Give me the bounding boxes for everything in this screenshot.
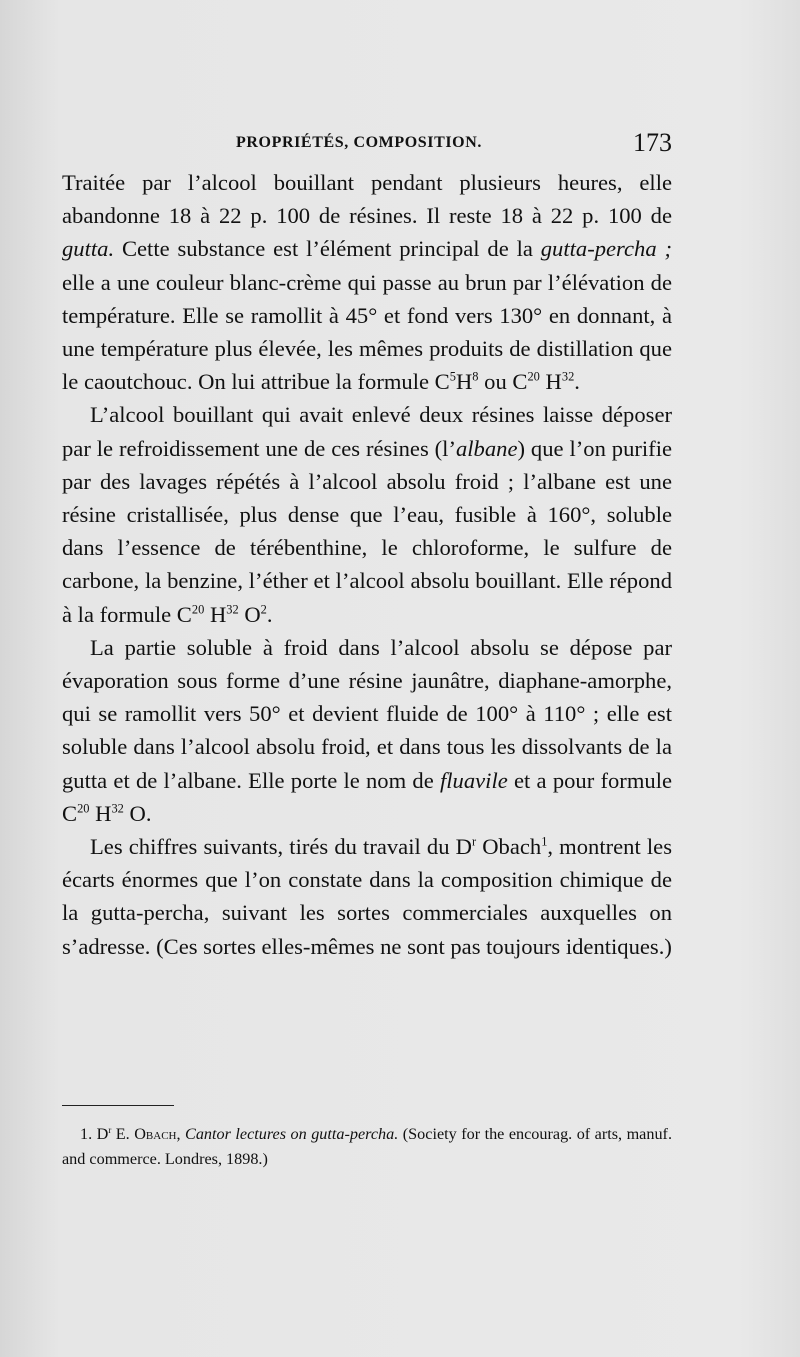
paragraph-4 <box>62 830 672 963</box>
superscript: 20 <box>77 801 90 816</box>
footnote-marker: 1 <box>541 834 548 849</box>
author-name: Obach <box>134 1125 177 1143</box>
text-run: H <box>204 601 227 627</box>
superscript: 8 <box>472 369 479 384</box>
footnote <box>62 1122 672 1172</box>
superscript: 2 <box>260 601 267 616</box>
text-run: , montrent les écarts énormes que l’on constate dans la composition chimique de la gutta-percha, suivant les sortes commerciales auxquelles on s’adresse. (Ces sortes elles-mêmes ne sont pas toujours identiques.) <box>62 834 672 959</box>
text-run: et a pour formule C <box>62 767 672 826</box>
footnote-rule <box>62 1105 174 1106</box>
text-run: H <box>455 369 473 395</box>
paragraph-3 <box>62 631 672 830</box>
footnote-number: 1. <box>80 1125 93 1143</box>
body-text <box>62 166 672 963</box>
superscript: 20 <box>527 369 540 384</box>
italic-term: gutta. <box>62 236 115 262</box>
text-run: La partie soluble à froid dans l’alcool absolu se dépose par évaporation sous forme d’une résine jaunâtre, diaphane-amorphe, qui se ramollit vers 50° et devient fluide de 100° à 110° ; elle est soluble dans l’alcool absolu froid, et dans tous les dissolvants de la gutta et de l’albane. Elle porte le nom de <box>62 634 672 793</box>
paragraph-1 <box>62 166 672 398</box>
superscript: 32 <box>561 369 575 384</box>
text-run: . <box>574 369 580 395</box>
running-head <box>62 128 672 164</box>
text-run: ) que l’on purifie par des lavages répétés à l’alcool absolu froid ; l’albane est une résine cristallisée, plus dense que l’eau, fusible à 160°, soluble dans l’essence de térébenthine, le chloroforme, le sulfure de carbone, la benzine, l’éther et l’alcool absolu bouillant. Elle répond à la formule C <box>62 435 673 627</box>
text-run: Cette substance est l’élément principal de la <box>114 236 541 262</box>
text-run: H <box>539 369 562 395</box>
italic-title: Cantor lectures on gutta-percha. <box>185 1125 399 1143</box>
superscript: 20 <box>191 601 205 616</box>
italic-term: fluavile <box>440 767 508 793</box>
text-run: elle a une couleur blanc-crème qui passe au brun par l’élévation de température. Elle se ramollit à 45° et fond vers 130° en donnant, à une température plus élevée, les mêmes produits de distillation que le caoutchouc. On lui attribue la formule C <box>62 269 672 395</box>
text-run: Obach <box>476 834 542 860</box>
superscript: 32 <box>111 801 124 816</box>
italic-term: gutta-percha ; <box>540 236 672 262</box>
text-run: D <box>92 1125 109 1143</box>
text-run: , <box>176 1125 186 1143</box>
text-run: ou C <box>478 369 528 395</box>
superscript: r <box>108 1124 112 1135</box>
text-run: Les chiffres suivants, tirés du travail du D <box>90 834 472 860</box>
superscript: 5 <box>449 369 456 384</box>
text-run: Traitée par l’alcool bouillant pendant plusieurs heures, elle abandonne 18 à 22 p. 100 de résines. Il reste 18 à 22 p. 100 de <box>62 170 672 229</box>
italic-term: albane <box>455 435 518 461</box>
text-run: O <box>238 601 261 627</box>
text-run: E. <box>111 1125 135 1143</box>
text-run: H <box>89 800 112 826</box>
paragraph-2 <box>62 398 672 630</box>
text-run: O. <box>123 800 152 826</box>
text-run: . <box>266 601 273 627</box>
page-number: 173 <box>633 128 672 157</box>
running-head-title: PROPRIÉTÉS, COMPOSITION. <box>236 134 482 151</box>
superscript: r <box>471 834 477 849</box>
text-run: (Society for the encourag. of arts, manuf. and commerce. Londres, 1898.) <box>62 1125 672 1168</box>
text-run: L’alcool bouillant qui avait enlevé deux résines laisse déposer par le refroidissement une de ces résines (l’ <box>62 402 672 461</box>
superscript: 32 <box>226 601 239 616</box>
